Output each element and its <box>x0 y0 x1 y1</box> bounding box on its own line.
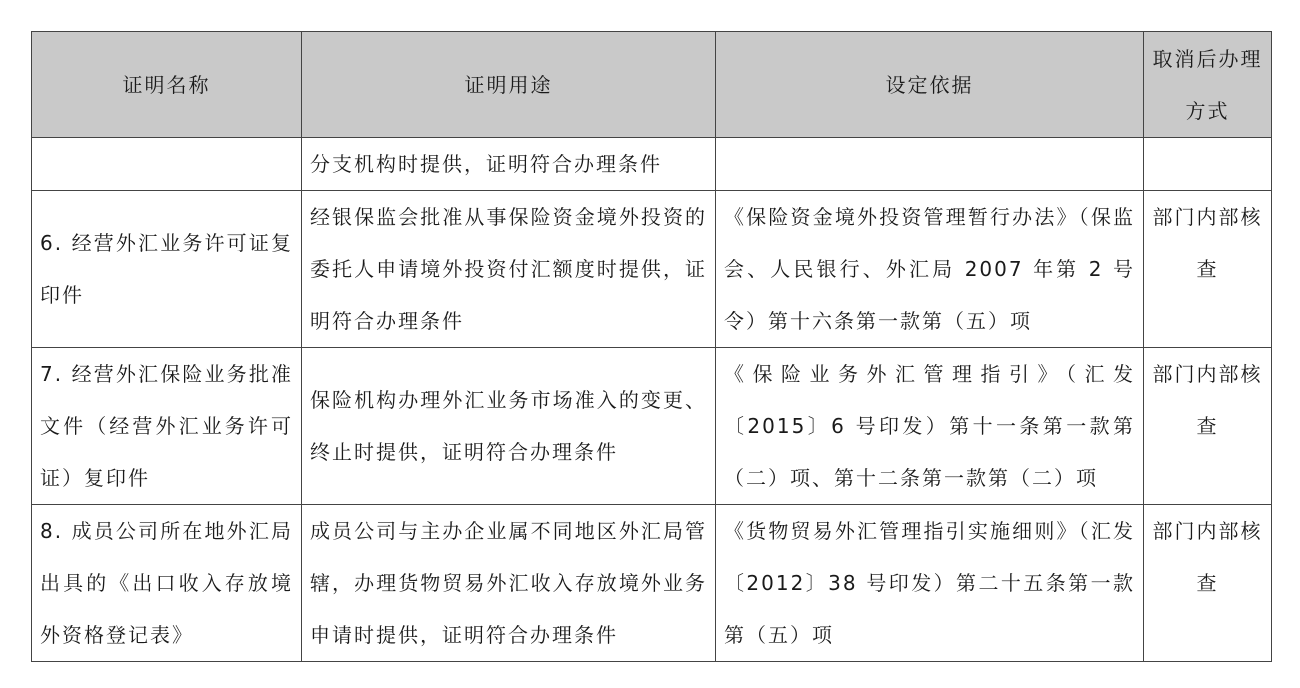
cell-result: 部门内部核查 <box>1144 348 1272 505</box>
table-row <box>32 191 1272 348</box>
cell-name: 8. 成员公司所在地外汇局出具的《出口收入存放境外资格登记表》 <box>32 505 302 662</box>
cell-basis: 《保险资金境外投资管理暂行办法》（保监会、人民银行、外汇局 2007 年第 2 号令）第十六条第一款第（五）项 <box>716 191 1144 348</box>
cell-use: 经银保监会批准从事保险资金境外投资的委托人申请境外投资付汇额度时提供，证明符合办理条件 <box>302 191 716 348</box>
cell-use: 分支机构时提供，证明符合办理条件 <box>302 138 716 191</box>
certificate-table <box>31 31 1272 662</box>
cell-result: 部门内部核查 <box>1144 191 1272 348</box>
table-row <box>32 505 1272 662</box>
cell-result: 部门内部核查 <box>1144 505 1272 662</box>
header-row <box>32 32 1272 138</box>
cell-name: 6. 经营外汇业务许可证复印件 <box>32 191 302 348</box>
cell-result <box>1144 138 1272 191</box>
cell-basis: 《货物贸易外汇管理指引实施细则》（汇发〔2012〕38 号印发）第二十五条第一款第（五）项 <box>716 505 1144 662</box>
cell-use: 保险机构办理外汇业务市场准入的变更、终止时提供，证明符合办理条件 <box>302 348 716 505</box>
header-handling-method: 取消后办理方式 <box>1144 32 1272 138</box>
table-row <box>32 348 1272 505</box>
cell-name: 7. 经营外汇保险业务批准文件（经营外汇业务许可证）复印件 <box>32 348 302 505</box>
header-legal-basis: 设定依据 <box>716 32 1144 138</box>
header-certificate-name: 证明名称 <box>32 32 302 138</box>
cell-basis: 《保险业务外汇管理指引》（汇发〔2015〕6 号印发）第十一条第一款第（二）项、第十二条第一款第（二）项 <box>716 348 1144 505</box>
header-certificate-use: 证明用途 <box>302 32 716 138</box>
table-header <box>32 32 1272 138</box>
table-body <box>32 138 1272 662</box>
cell-basis <box>716 138 1144 191</box>
cell-name <box>32 138 302 191</box>
table-row <box>32 138 1272 191</box>
cell-use: 成员公司与主办企业属不同地区外汇局管辖，办理货物贸易外汇收入存放境外业务申请时提供，证明符合办理条件 <box>302 505 716 662</box>
